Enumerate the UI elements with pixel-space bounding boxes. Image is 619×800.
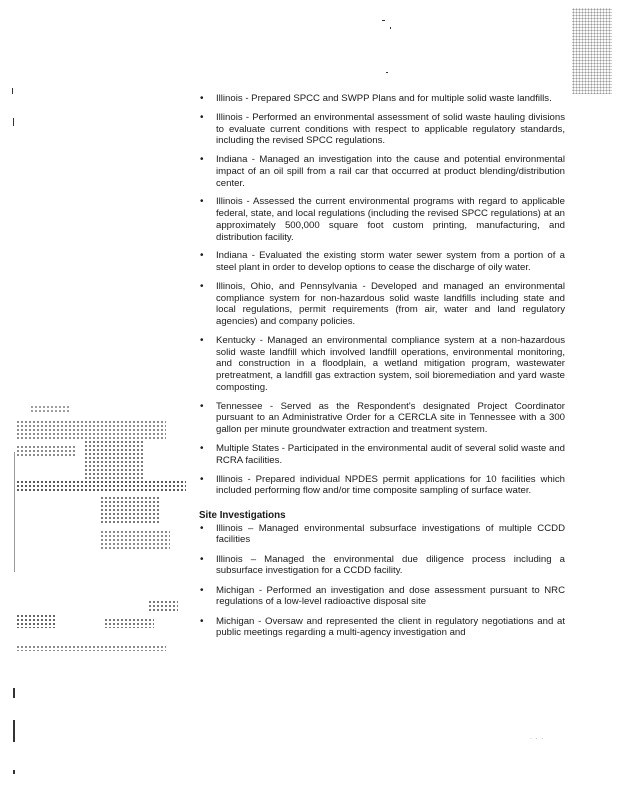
scan-noise-margin: [148, 600, 178, 612]
list-item: • Tennessee - Served as the Respondent's designated Project Coordinator pursuant to an Administrative Order for a CERCLA site in Tennessee with a 300 gallon per minute groundwater extraction and treatment system.: [199, 401, 565, 436]
scan-noise-margin: [16, 480, 186, 492]
list-item: • Illinois - Prepared SPCC and SWPP Plans and for multiple solid waste landfills.: [199, 93, 565, 105]
site-investigations-list: [199, 523, 565, 639]
list-item: • Illinois - Performed an environmental assessment of solid waste hauling divisions to evaluate current conditions with respect to applicable regulatory standards, including the revised SPCC regulations.: [199, 112, 565, 147]
scan-noise-corner: [572, 8, 612, 94]
scan-speck: [382, 20, 385, 21]
scan-speck: [390, 27, 391, 29]
scan-noise-margin: [100, 530, 170, 550]
scan-speck: [386, 72, 388, 73]
experience-list: [199, 93, 565, 497]
scan-speck: [13, 770, 15, 774]
scan-speck: [13, 688, 15, 698]
list-item: • Multiple States - Participated in the environmental audit of several solid waste and RCRA facilities.: [199, 443, 565, 466]
scan-noise-margin: [16, 645, 166, 651]
scan-speck: [14, 452, 15, 572]
scan-speck: [13, 720, 15, 742]
scan-speck: [13, 118, 14, 126]
list-item: • Kentucky - Managed an environmental compliance system at a non-hazardous solid waste landfill which involved landfill operations, environmental monitoring, and construction in a floodplain, a wetland mitigation program, wastewater pretreatment, a landfill gas extraction system, soil bioremediation and yard waste composting.: [199, 335, 565, 394]
scan-noise-margin: [104, 618, 154, 628]
document-body: [199, 93, 565, 646]
scan-noise-margin: [16, 420, 166, 440]
scan-noise-margin: [30, 405, 70, 413]
scan-noise-margin: [16, 445, 76, 457]
list-item: • Illinois – Managed the environmental due diligence process including a subsurface investigation for a CCDD facility.: [199, 554, 565, 577]
list-item: • Michigan - Oversaw and represented the client in regulatory negotiations and at public meetings regarding a multi-agency investigation and: [199, 616, 565, 639]
scan-noise-margin: [100, 496, 160, 524]
list-item: • Illinois – Managed environmental subsurface investigations of multiple CCDD facilities: [199, 523, 565, 546]
scan-noise-margin: [16, 614, 56, 628]
list-item: • Indiana - Managed an investigation into the cause and potential environmental impact of an oil spill from a rail car that occurred at product blending/distribution center.: [199, 154, 565, 189]
scan-noise-margin: [84, 440, 144, 480]
list-item: • Illinois - Prepared individual NPDES permit applications for 10 facilities which included performing flow and/or time composite sampling of surface water.: [199, 474, 565, 497]
page-marker: · · ·: [530, 736, 545, 742]
list-item: • Illinois - Assessed the current environmental programs with regard to applicable federal, state, and local regulations (including the revised SPCC regulations) at an approximately 500,000 square foot custom printing, manufacturing, and distribution facility.: [199, 196, 565, 243]
list-item: • Michigan - Performed an investigation and dose assessment pursuant to NRC regulations of a low-level radioactive disposal site: [199, 585, 565, 608]
list-item: • Indiana - Evaluated the existing storm water sewer system from a portion of a steel plant in order to develop options to cease the discharge of oily water.: [199, 250, 565, 273]
list-item: • Illinois, Ohio, and Pennsylvania - Developed and managed an environmental compliance system for non-hazardous solid waste landfills including state and local regulations, permit requirements (from air, water and land regulatory agencies) and company policies.: [199, 281, 565, 328]
scan-speck: [12, 88, 13, 94]
section-heading-site-investigations: Site Investigations: [199, 510, 286, 522]
